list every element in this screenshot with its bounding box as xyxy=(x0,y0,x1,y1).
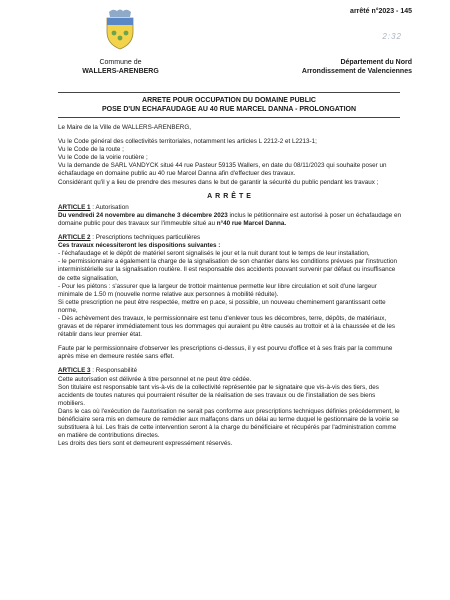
coat-of-arms-logo xyxy=(103,8,137,50)
article-3-heading xyxy=(58,367,403,375)
article-2-subheading: Ces travaux nécessiteront les dispositions suivantes : xyxy=(58,242,221,250)
article-1-text xyxy=(58,212,403,228)
title-line-1: ARRETE POUR OCCUPATION DU DOMAINE PUBLIC xyxy=(142,97,316,104)
vu-line-4: Vu la demande de SARL VANDYCK situé 44 rue Pasteur 59135 Wallers, en date du 08/11/2023 qui souhaite poser un échafaudage en domaine public au 40 rue Marcel Danna afin d'effectuer des travaux. xyxy=(58,162,387,178)
commune-block xyxy=(58,58,183,76)
article-3-line: Les droits des tiers sont et demeurent expressément réservés. xyxy=(58,440,233,448)
arrete-heading: ARRÊTE xyxy=(207,192,254,200)
article-2-title: : Prescriptions techniques particulières xyxy=(90,234,201,242)
mayor-line: Le Maire de la Ville de WALLERS-ARENBERG, xyxy=(58,124,191,131)
commune-prefix: Commune de xyxy=(99,59,142,66)
considerant-line: Considérant qu'il y a lieu de prendre des mesures dans le but de garantir la sécurité du public pendant les travaux ; xyxy=(58,178,379,186)
article-3-line: Son titulaire est responsable tant vis-à-vis de la collectivité représentée par le signataire que vis-à-vis des tiers, des accidents de toutes natures qui pourraient résulter de la réalisation de ses travaux ou de l'installation de ses biens mobiliers. xyxy=(58,383,379,407)
article-2-item: - Dès achèvement des travaux, le permissionnaire est tenu d'enlever tous les décombres, terre, dépôts, de matériaux, gravas et de réparer immédiatement tous les dommages qui auraient pu être causés au trottoir et à la chaussée et de les rétablir dans leur premier état. xyxy=(58,314,396,339)
article-2-heading xyxy=(58,234,403,242)
department-name: Département du Nord xyxy=(340,59,412,66)
vu-line-2: Vu le Code de la route ; xyxy=(58,146,124,154)
commune-name: WALLERS-ARENBERG xyxy=(82,68,159,75)
arrete-number: arrêté n°2023 - 145 xyxy=(350,8,412,15)
article-3-title: : Responsabilité xyxy=(90,367,138,375)
article-1-address: n°40 rue Marcel Danna. xyxy=(216,219,287,227)
article-1-title: : Autorisation xyxy=(90,203,129,211)
article-2-item: - le permissionnaire a également la charge de la signalisation de son chantier dans les conditions prévues par l'instruction interministérielle sur la signalisation routière. Il est responsable des accidents pouvant survenir par défaut ou insuffisance de cette signalisation, xyxy=(58,258,397,282)
article-1-dates: Du vendredi 24 novembre au dimanche 3 décembre 2023 xyxy=(58,211,228,219)
document-title xyxy=(58,92,400,118)
article-1-heading xyxy=(58,204,403,212)
document-body xyxy=(58,124,403,448)
vu-line-3: Vu le Code de la voirie routière ; xyxy=(58,154,148,162)
article-3-label: ARTICLE 3 xyxy=(58,367,91,375)
registration-stamp: 2:32 xyxy=(382,32,402,41)
article-2-item: - Pour les piétons : s'assurer que la largeur de trottoir maintenue permette leur libre circulation et soit d'une largeur minimale de 1.50 m (nouvelle norme relative aux personnes à mobilité réduite). xyxy=(58,282,377,298)
article-2-item: - l'échafaudage et le dépôt de matériel seront signalisés le jour et la nuit durant tout le temps de leur installation, xyxy=(58,250,370,258)
article-1-label: ARTICLE 1 xyxy=(58,203,91,211)
article-3-line: Dans le cas où l'exécution de l'autorisation ne serait pas conforme aux prescriptions techniques définies précédemment, le bénéficiaire sera mis en demeure de remédier aux malfaçons dans un délai au terme duquel le gestionnaire de la voirie se substituera à lui. Les frais de cette intervention seront à la charge du bénéficiaire et récupérés par l'administration comme en matière de contributions directes. xyxy=(58,407,400,440)
article-2-item: Si cette prescription ne peut être respectée, mettre en p.ace, si possible, un nouveau cheminement garantissant cette norme, xyxy=(58,298,386,314)
arrondissement-name: Arrondissement de Valenciennes xyxy=(301,68,412,75)
department-block xyxy=(232,58,412,76)
article-2-closing: Faute par le permissionnaire d'observer les prescriptions ci-dessus, il y est pourvu d'office et à ses frais par la commune après mise en demeure restée sans effet. xyxy=(58,345,393,361)
title-line-2: POSE D'UN ECHAFAUDAGE AU 40 RUE MARCEL DANNA - PROLONGATION xyxy=(101,106,357,113)
vu-line-1: Vu le Code général des collectivités territoriales, notamment les articles L 2212-2 et L2213-1; xyxy=(58,138,317,146)
article-3-line: Cette autorisation est délivrée à titre personnel et ne peut être cédée. xyxy=(58,375,252,383)
article-2-label: ARTICLE 2 xyxy=(58,234,91,242)
article-1-body: inclus le pétitionnaire est autorisé à poser un échafaudage en domaine public pour des travaux sur l'immeuble situé au xyxy=(58,211,402,227)
